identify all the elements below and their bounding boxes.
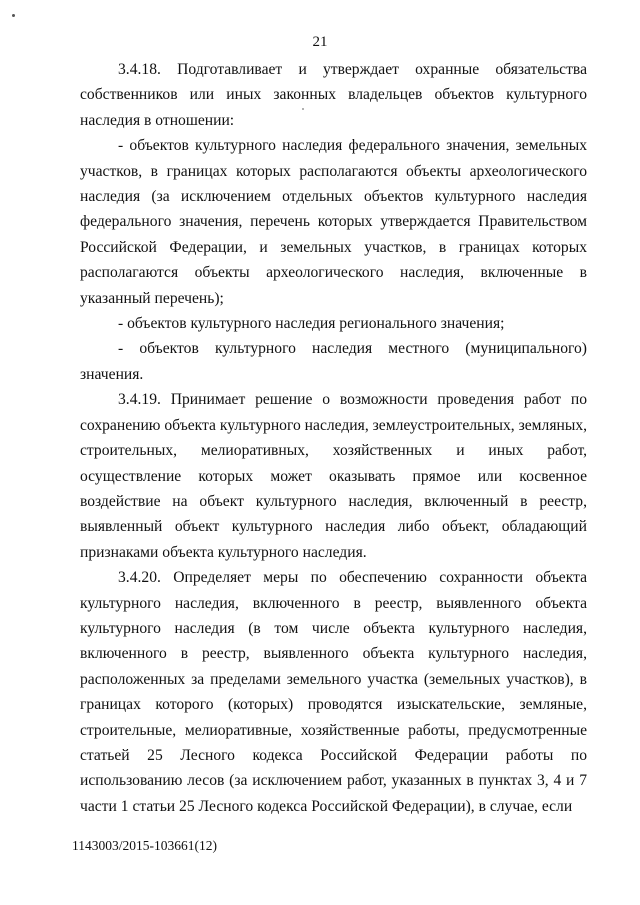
list-item-local: - объектов культурного наследия местного (муниципального) значения. (80, 340, 587, 383)
document-body (80, 57, 587, 819)
list-item-regional: - объектов культурного наследия регионального значения; (118, 315, 505, 333)
paragraph-3-4-18: 3.4.18. Подготавливает и утверждает охранные обязательства собственников или иных законных владельцев объектов культурного наследия в отношении: (80, 61, 587, 129)
document-registration-code: 1143003/2015-103661(12) (72, 838, 217, 853)
paragraph-3-4-19: 3.4.19. Принимает решение о возможности проведения работ по сохранению объекта культурного наследия, землеустроительных, земляных, строительных, мелиоративных, хозяйственных и иных работ, осуществление которых может оказывать прямое или косвенное воздействие на объект культурного наследия, включенный в реестр, выявленный объект культурного наследия либо объект, обладающий признаками объекта культурного наследия. (80, 391, 588, 561)
page-number: 21 (312, 34, 328, 50)
paragraph-3-4-20: 3.4.20. Определяет меры по обеспечению сохранности объекта культурного наследия, включенного в реестр, выявленного объекта культурного наследия (в том числе объекта культурного наследия, включенного в реестр, выявленного объекта культурного наследия, расположенных за пределами земельного участка (земельных участков), в границах которого (которых) проводятся изыскательские, земляные, строительные, мелиоративные, хозяйственные работы, предусмотренные статьей 25 Лесного кодекса Российской Федерации работы по использованию лесов (за исключением работ, указанных в пунктах 3, 4 и 7 части 1 статьи 25 Лесного кодекса Российской Федерации), в случае, если (80, 569, 587, 815)
list-item-federal: - объектов культурного наследия федерального значения, земельных участков, в границах которых располагаются объекты археологического наследия (за исключением отдельных объектов культурного наследия федерального значения, перечень которых утверждается Правительством Российской Федерации, и земельных участков, в границах которых располагаются объекты археологического наследия, включенные в указанный перечень); (80, 137, 587, 307)
scan-speck (12, 14, 15, 17)
